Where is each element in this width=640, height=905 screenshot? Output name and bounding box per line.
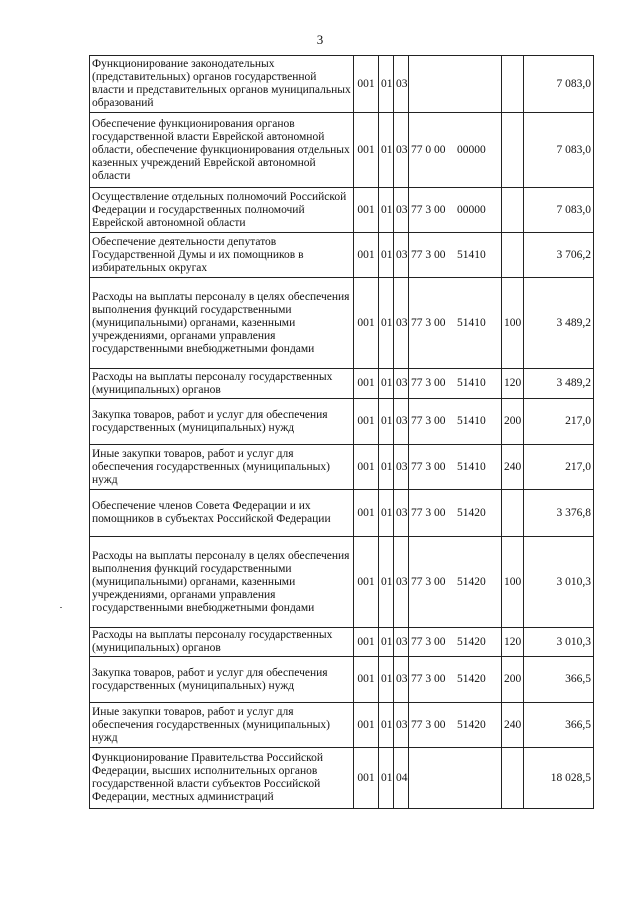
row-name: Расходы на выплаты персоналу государственных (муниципальных) органов — [90, 369, 354, 399]
target-code: 77 3 00 00000 — [409, 188, 502, 233]
row-name: Иные закупки товаров, работ и услуг для обеспечения государственных (муниципальных) нужд — [90, 703, 354, 748]
row-name: Закупка товаров, работ и услуг для обеспечения государственных (муниципальных) нужд — [90, 657, 354, 703]
table-row — [90, 56, 594, 113]
admin-code: 001 — [354, 233, 379, 278]
table-row — [90, 703, 594, 748]
target-code: 77 3 00 51420 — [409, 628, 502, 657]
target-code: 77 3 00 51410 — [409, 278, 502, 369]
table-row — [90, 490, 594, 537]
target-code: 77 3 00 51410 — [409, 233, 502, 278]
admin-code: 001 — [354, 537, 379, 628]
expense-type: 100 — [502, 278, 524, 369]
amount: 3 489,2 — [524, 369, 594, 399]
expense-type: 120 — [502, 628, 524, 657]
target-code: 77 3 00 51410 — [409, 445, 502, 490]
expense-type — [502, 113, 524, 188]
expense-type: 240 — [502, 445, 524, 490]
section-code: 01 — [379, 703, 394, 748]
amount: 3 706,2 — [524, 233, 594, 278]
section-code: 01 — [379, 748, 394, 809]
subsection-code: 03 — [394, 657, 409, 703]
target-code — [409, 56, 502, 113]
admin-code: 001 — [354, 703, 379, 748]
expense-type — [502, 188, 524, 233]
admin-code: 001 — [354, 628, 379, 657]
subsection-code: 03 — [394, 628, 409, 657]
section-code: 01 — [379, 537, 394, 628]
expense-type: 200 — [502, 657, 524, 703]
admin-code: 001 — [354, 188, 379, 233]
row-name: Иные закупки товаров, работ и услуг для обеспечения государственных (муниципальных) нужд — [90, 445, 354, 490]
amount: 217,0 — [524, 399, 594, 445]
admin-code: 001 — [354, 490, 379, 537]
row-name: Обеспечение функционирования органов государственной власти Еврейской автономной области, обеспечение функционирования отдельных казенных учреждений Еврейской автономной области — [90, 113, 354, 188]
amount: 18 028,5 — [524, 748, 594, 809]
amount: 7 083,0 — [524, 56, 594, 113]
row-name: Обеспечение членов Совета Федерации и их помощников в субъектах Российской Федерации — [90, 490, 354, 537]
table-row — [90, 628, 594, 657]
row-name: Обеспечение деятельности депутатов Государственной Думы и их помощников в избирательных округах — [90, 233, 354, 278]
admin-code: 001 — [354, 748, 379, 809]
table-row — [90, 748, 594, 809]
row-name: Расходы на выплаты персоналу в целях обеспечения выполнения функций государственными (муниципальными) органами, казенными учреждениями, органами управления государственными внебюджетными фондами — [90, 537, 354, 628]
subsection-code: 03 — [394, 490, 409, 537]
expense-type: 100 — [502, 537, 524, 628]
subsection-code: 04 — [394, 748, 409, 809]
expense-type: 120 — [502, 369, 524, 399]
amount: 7 083,0 — [524, 188, 594, 233]
table-row — [90, 657, 594, 703]
subsection-code: 03 — [394, 188, 409, 233]
target-code: 77 3 00 51410 — [409, 369, 502, 399]
subsection-code: 03 — [394, 399, 409, 445]
section-code: 01 — [379, 399, 394, 445]
section-code: 01 — [379, 628, 394, 657]
subsection-code: 03 — [394, 278, 409, 369]
table-row — [90, 445, 594, 490]
expense-type — [502, 233, 524, 278]
target-code: 77 3 00 51420 — [409, 657, 502, 703]
table-row — [90, 369, 594, 399]
page-number: 3 — [316, 32, 324, 47]
section-code: 01 — [379, 56, 394, 113]
table-row — [90, 278, 594, 369]
section-code: 01 — [379, 278, 394, 369]
expense-type — [502, 490, 524, 537]
scan-speck — [60, 607, 62, 608]
admin-code: 001 — [354, 56, 379, 113]
admin-code: 001 — [354, 369, 379, 399]
admin-code: 001 — [354, 113, 379, 188]
row-name: Осуществление отдельных полномочий Российской Федерации и государственных полномочий Еврейской автономной области — [90, 188, 354, 233]
amount: 366,5 — [524, 657, 594, 703]
section-code: 01 — [379, 445, 394, 490]
subsection-code: 03 — [394, 445, 409, 490]
admin-code: 001 — [354, 657, 379, 703]
expense-type: 240 — [502, 703, 524, 748]
amount: 7 083,0 — [524, 113, 594, 188]
table-row — [90, 188, 594, 233]
row-name: Функционирование законодательных (представительных) органов государственной власти и представительных органов муниципальных образований — [90, 56, 354, 113]
target-code: 77 3 00 51420 — [409, 703, 502, 748]
table-row — [90, 537, 594, 628]
section-code: 01 — [379, 233, 394, 278]
row-name: Функционирование Правительства Российской Федерации, высших исполнительных органов государственной власти субъектов Российской Федерации, местных администраций — [90, 748, 354, 809]
amount: 3 010,3 — [524, 628, 594, 657]
expense-type: 200 — [502, 399, 524, 445]
admin-code: 001 — [354, 399, 379, 445]
row-name: Закупка товаров, работ и услуг для обеспечения государственных (муниципальных) нужд — [90, 399, 354, 445]
target-code: 77 3 00 51420 — [409, 537, 502, 628]
target-code: 77 3 00 51410 — [409, 399, 502, 445]
section-code: 01 — [379, 490, 394, 537]
expense-type — [502, 748, 524, 809]
table-row — [90, 399, 594, 445]
amount: 217,0 — [524, 445, 594, 490]
amount: 3 489,2 — [524, 278, 594, 369]
section-code: 01 — [379, 188, 394, 233]
subsection-code: 03 — [394, 703, 409, 748]
admin-code: 001 — [354, 278, 379, 369]
target-code: 77 0 00 00000 — [409, 113, 502, 188]
expense-type — [502, 56, 524, 113]
row-name: Расходы на выплаты персоналу в целях обеспечения выполнения функций государственными (муниципальными) органами, казенными учреждениями, органами управления государственными внебюджетными фондами — [90, 278, 354, 369]
target-code — [409, 748, 502, 809]
admin-code: 001 — [354, 445, 379, 490]
section-code: 01 — [379, 369, 394, 399]
subsection-code: 03 — [394, 113, 409, 188]
row-name: Расходы на выплаты персоналу государственных (муниципальных) органов — [90, 628, 354, 657]
subsection-code: 03 — [394, 537, 409, 628]
target-code: 77 3 00 51420 — [409, 490, 502, 537]
table-row — [90, 113, 594, 188]
amount: 3 010,3 — [524, 537, 594, 628]
table-row — [90, 233, 594, 278]
subsection-code: 03 — [394, 233, 409, 278]
subsection-code: 03 — [394, 56, 409, 113]
section-code: 01 — [379, 657, 394, 703]
amount: 366,5 — [524, 703, 594, 748]
subsection-code: 03 — [394, 369, 409, 399]
amount: 3 376,8 — [524, 490, 594, 537]
section-code: 01 — [379, 113, 394, 188]
budget-table — [89, 55, 594, 809]
